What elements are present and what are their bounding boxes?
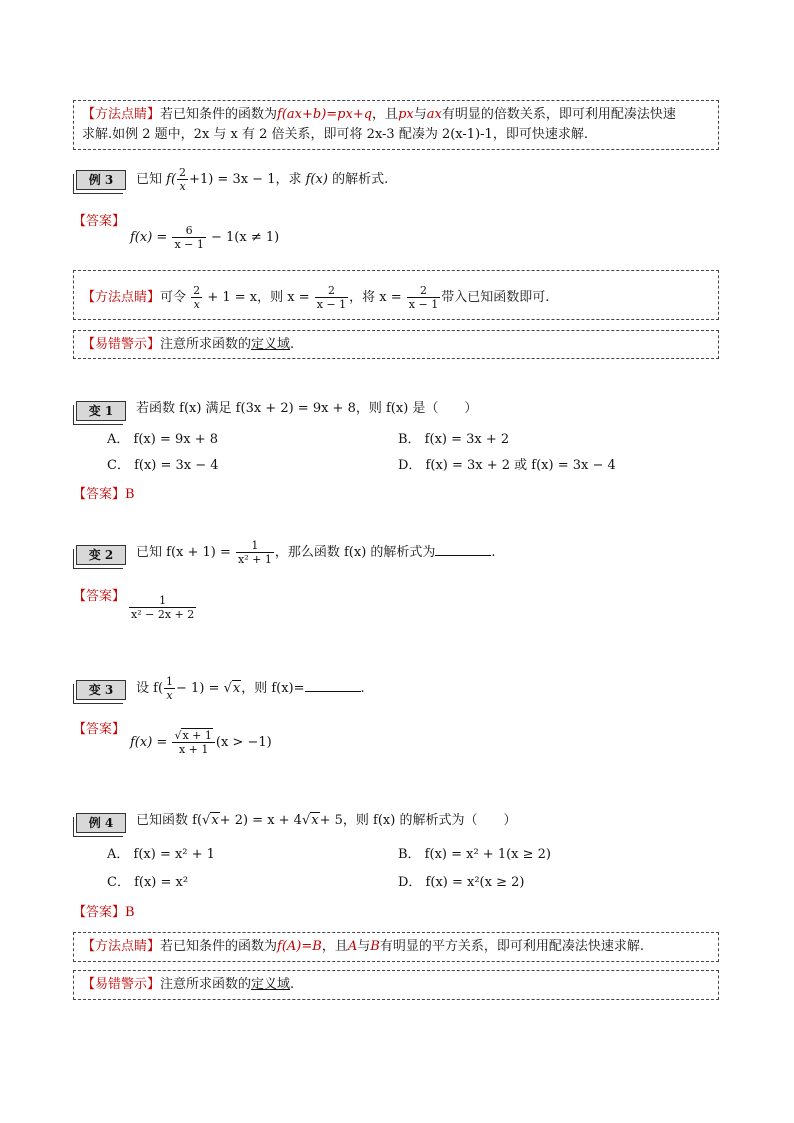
example-4-question: 已知函数 f(√x+ 2) = x + 4√x+ 5，则 f(x) 的解析式为（ ） bbox=[136, 813, 517, 828]
example-4-option-b: B． f(x) = x² + 1(x ≥ 2) bbox=[398, 847, 552, 862]
error-warning-box-2: 【易错警示】注意所求函数的定义域. bbox=[73, 970, 719, 1000]
example-4-option-d: D． f(x) = x²(x ≥ 2) bbox=[398, 875, 525, 890]
method-tip-tag: 【方法点睛】 bbox=[82, 107, 161, 122]
answer-blank bbox=[305, 679, 361, 692]
variant-3-answer-formula: f(x) = $\frac{√x + 1}{x + 1}$ (x > −1) bbox=[130, 729, 272, 756]
answer-3-formula: f(x) = $\frac{6}{x - 1}$ − 1(x ≠ 1) bbox=[130, 224, 280, 251]
variant-2-tag: 变 2 bbox=[76, 545, 126, 565]
variant-1-answer: 【答案】B bbox=[73, 487, 135, 502]
variant-2-answer-label: 【答案】 bbox=[73, 589, 126, 604]
variant-2-answer-formula: $\frac{1}{\text{x² − 2x + 2}}$ bbox=[131, 594, 195, 621]
answer-blank bbox=[435, 543, 491, 556]
variant-3-answer-label: 【答案】 bbox=[73, 722, 126, 737]
variant-1-question: 若函数 f(x) 满足 f(3x + 2) = 9x + 8，则 f(x) 是（ ） bbox=[136, 401, 478, 416]
example-3-question: 已知 f( $\frac{2}{x}$ +1) = 3x − 1，求 f(x) 的解析式. bbox=[136, 166, 389, 193]
example-4-tag: 例 4 bbox=[76, 813, 126, 833]
method-tip-box-1: 【方法点睛】若已知条件的函数为f(ax+b)=px+q，且px与ax有明显的倍数关系，即可利用配凑法快速 求解.如例 2 题中，2x 与 x 有 2 倍关系，即可将 2x-3 配凑为 2(x-1)-1，即可快速求解. bbox=[73, 100, 719, 150]
variant-2-question: 已知 f(x + 1) = $\frac{1}{\text{x² + 1}}$ ，那么函数 f(x) 的解析式为 . bbox=[136, 539, 496, 566]
variant-3-tag: 变 3 bbox=[76, 680, 126, 700]
variant-3-question: 设 f( $\frac{1}{x}$ − 1) = √x，则 f(x)= . bbox=[136, 675, 365, 702]
variant-1-option-c: C． f(x) = 3x − 4 bbox=[107, 458, 219, 473]
variant-1-tag: 变 1 bbox=[76, 401, 126, 421]
error-warning-box-1: 【易错警示】注意所求函数的定义域. bbox=[73, 330, 719, 359]
variant-1-option-b: B． f(x) = 3x + 2 bbox=[398, 432, 510, 447]
variant-1-option-d: D． f(x) = 3x + 2 或 f(x) = 3x − 4 bbox=[398, 458, 616, 473]
example-3-tag: 例 3 bbox=[76, 170, 126, 190]
method-tip-box-2: 【方法点睛】可令 $\frac{2}{x}$ + 1 = x，则 x = $\frac{2}{x - 1}$ ，将 x = $\frac{2}{x - 1}$ 带入已知函数即可. bbox=[73, 270, 719, 320]
method-tip-box-3: 【方法点睛】若已知条件的函数为f(A)=B，且A与B有明显的平方关系，即可利用配凑法快速求解. bbox=[73, 932, 719, 962]
example-4-answer: 【答案】B bbox=[73, 905, 135, 920]
example-4-option-a: A． f(x) = x² + 1 bbox=[107, 847, 215, 862]
example-4-option-c: C． f(x) = x² bbox=[107, 875, 189, 890]
answer-3-label: 【答案】 bbox=[73, 214, 126, 229]
variant-1-option-a: A． f(x) = 9x + 8 bbox=[107, 432, 218, 447]
